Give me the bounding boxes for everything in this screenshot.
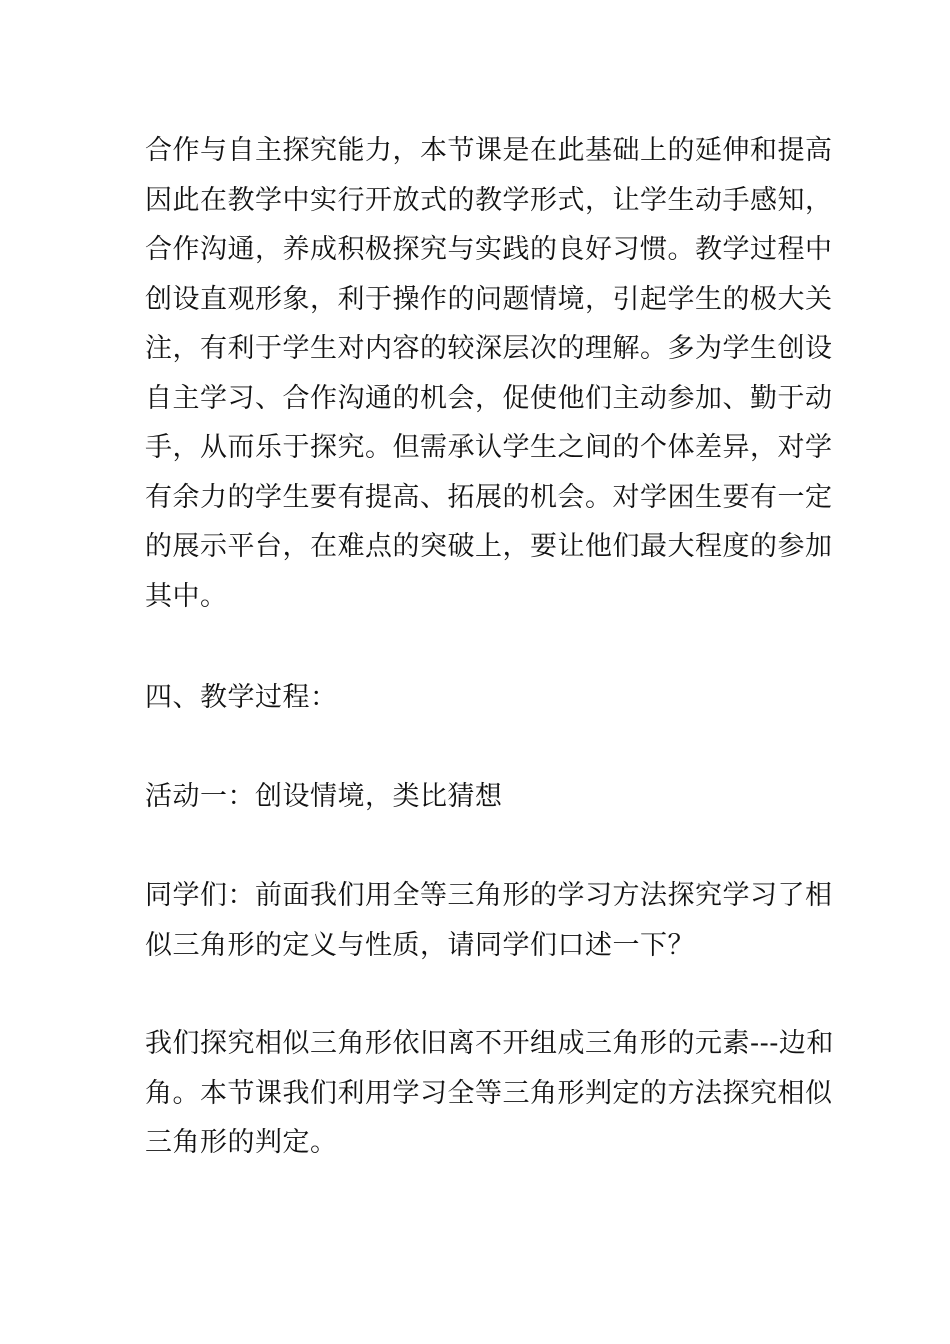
text-line: 注，有利于学生对内容的较深层次的理解。多为学生创设	[145, 333, 833, 364]
section-heading	[145, 673, 815, 723]
text-line: 合作与自主探究能力，本节课是在此基础上的延伸和提高	[145, 135, 833, 166]
text-line: 手，从而乐于探究。但需承认学生之间的个体差异，对学	[145, 432, 833, 463]
activity-heading-text: 活动一：创设情境，类比猜想	[145, 781, 503, 812]
activity-heading	[145, 772, 815, 822]
section-heading-text: 四、教学过程：	[145, 682, 338, 713]
paragraph-teaching-approach	[145, 126, 833, 621]
paragraph-review-question	[145, 871, 833, 970]
text-line: 角。本节课我们利用学习全等三角形判定的方法探究相似	[145, 1077, 833, 1109]
text-line: 其中。	[145, 580, 228, 612]
text-line: 自主学习、合作沟通的机会，促使他们主动参加、勤于动	[145, 382, 833, 414]
text-line: 似三角形的定义与性质，请同学们口述一下？	[145, 929, 695, 961]
text-line: 创设直观形象，利于操作的问题情境，引起学生的极大关	[145, 283, 833, 315]
text-line: 合作沟通，养成积极探究与实践的良好习惯。教学过程中	[145, 234, 833, 265]
text-line: 我们探究相似三角形依旧离不开组成三角形的元素---边和	[145, 1028, 834, 1059]
text-line: 同学们：前面我们用全等三角形的学习方法探究学习了相	[145, 880, 833, 911]
text-line: 有余力的学生要有提高、拓展的机会。对学困生要有一定	[145, 481, 833, 513]
text-line: 的展示平台，在难点的突破上，要让他们最大程度的参加	[145, 531, 833, 562]
text-line: 三角形的判定。	[145, 1127, 338, 1158]
paragraph-lesson-intro	[145, 1019, 834, 1168]
text-line: 因此在教学中实行开放式的教学形式，让学生动手感知，	[145, 184, 833, 216]
